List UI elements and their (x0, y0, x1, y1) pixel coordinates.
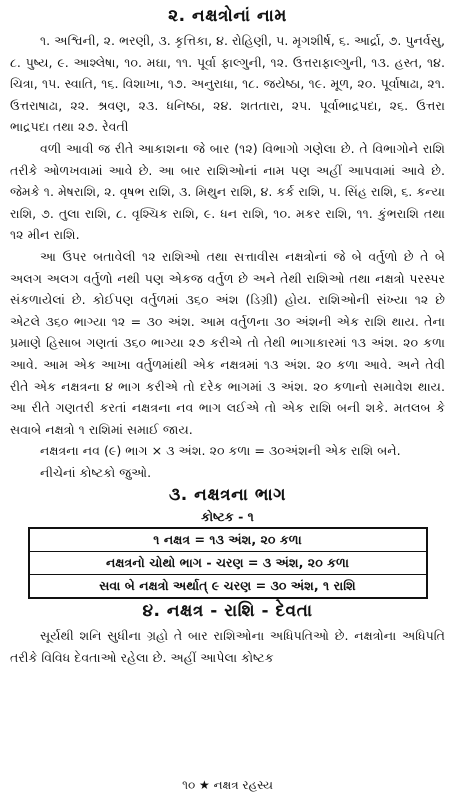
section-heading-nakshatra-parts: ૩. નક્ષત્રના ભાગ (168, 485, 287, 506)
table-row (29, 552, 427, 575)
nakshatra-list-paragraph: ૧. અશ્વિની, ૨. ભરણી, ૩. કૃત્તિકા, ૪. રોહિણી, ૫. મૃગશીર્ષ, ૬. આર્દ્રા, ૭. પુનર્વસુ, ૮. પુષ્ય, ૯. આશ્લેષા, ૧૦. મઘા, ૧૧. પૂર્વા ફાલ્ગુની, ૧૨. ઉત્તરાફાલ્ગુની, ૧૩. હસ્ત, ૧૪. ચિત્રા, ૧૫. સ્વાતિ, ૧૬. વિશાખા, ૧૭. અનુરાધા, ૧૮. જયેષ્ઠા, ૧૯. મૂળ, ૨૦. પૂર્વાષાઢા, ૨૧. ઉત્તરાષાઢા, ૨૨. શ્રવણ, ૨૩. ધનિષ્ઠા, ૨૪. શતતારા, ૨૫. પૂર્વાભાદ્રપદા, ૨૬. ઉત્તરા ભાદ્રપદા તથા ૨૭. રેવતી (10, 33, 445, 135)
table-cell: નક્ષત્રનો ચોથો ભાગ - ચરણ = ૩ અંશ, ૨૦ કળા (29, 552, 427, 575)
table-caption: કોષ્ટક - ૧ (201, 509, 254, 525)
table-cell: સવા બે નક્ષત્રો અર્થાત્ ૯ ચરણ = ૩૦ અંશ, ૧ રાશિ (29, 575, 427, 599)
nakshatra-parts-table (28, 527, 428, 599)
table-cell: ૧ નક્ષત્ર = ૧૩ અંશ, ૨૦ કળા (29, 528, 427, 552)
page-footer: ૧૦ ★ નક્ષત્ર રહસ્ય (182, 778, 273, 792)
section-heading-nakshatra-rashi-devta: ૪. નક્ષત્ર - રાશિ - દેવતા (142, 601, 313, 622)
formula-paragraph: નક્ષત્રના નવ (૯) ભાગ × ૩ અંશ. ૨૦ કળા = ૩૦અંશની એક રાશિ બને. (40, 443, 401, 459)
rashi-intro-paragraph: વળી આવી જ રીતે આકાશના જે બાર (૧૨) વિભાગો ગણેલા છે. તે વિભાગોને રાશિ તરીકે ઓળખવામાં આવે છે. આ બાર રાશિઓનાં નામ પણ અહીં આપવામાં આવે છે. જેમકે ૧. મેષરાશિ, ૨. વૃષભ રાશિ, ૩. મિથુન રાશિ, ૪. કર્ક રાશિ, ૫. સિંહ રાશિ, ૬. કન્યા રાશિ, ૭. તુલા રાશિ, ૮. વૃશ્ચિક રાશિ, ૯. ધન રાશિ, ૧૦. મકર રાશિ, ૧૧. કુંભરાશિ તથા ૧૨ મીન રાશિ. (10, 140, 445, 243)
see-tables-paragraph: નીચેનાં કોષ્ટકો જુઓ. (40, 464, 152, 480)
table-row (29, 575, 427, 599)
table-row (29, 528, 427, 552)
rashi-nakshatra-relation-paragraph: આ ઉપર બતાવેલી ૧૨ રાશિઓ તથા સત્તાવીસ નક્ષત્રોનાં જે બે વર્તુળો છે તે બે અલગ અલગ વર્તુળો નથી પણ એકજ વર્તુળ છે અને તેથી રાશિઓ તથા નક્ષત્રો પરસ્પર સંકળાયેલાં છે. કોઈપણ વર્તુળમાં ૩૬૦ અંશ (ડિગ્રી) હોય. રાશિઓની સંખ્યા ૧૨ છે એટલે ૩૬૦ ભાગ્યા ૧૨ = ૩૦ અંશ. આમ વર્તુળના ૩૦ અંશની એક રાશિ થાય. તેના પ્રમાણે હિસાબ ગણતાં ૩૬૦ ભાગ્યા ૨૭ કરીએ તો તેથી ભાગાકારમાં ૧૩ અંશ. ૨૦ કળા આવે. આમ એક આખા વર્તુળમાંથી એક નક્ષત્રમાં ૧૩ અંશ. ૨૦ કળા આવે. અને તેવી રીતે એક નક્ષત્રના ૪ ભાગ કરીએ તો દરેક ભાગમાં ૩ અંશ. ૨૦ કળાનો સમાવેશ થાય. આ રીતે ગણતરી કરતાં નક્ષત્રના નવ ભાગ લઈએ તો એક રાશિ બની શકે. મતલબ કે સવાબે નક્ષત્રો ૧ રાશિમાં સમાઈ જાય. (10, 248, 445, 437)
deities-paragraph: સૂર્યથી શનિ સુધીના ગ્રહો તે બાર રાશિઓના અધિપતિઓ છે. નક્ષત્રોના અધિપતિ તરીકે વિવિધ દેવતાઓ રહેલા છે. અહીં આપેલા કોષ્ટક (10, 628, 445, 666)
section-heading-nakshatra-names: ૨. નક્ષત્રોનાં નામ (168, 6, 287, 26)
